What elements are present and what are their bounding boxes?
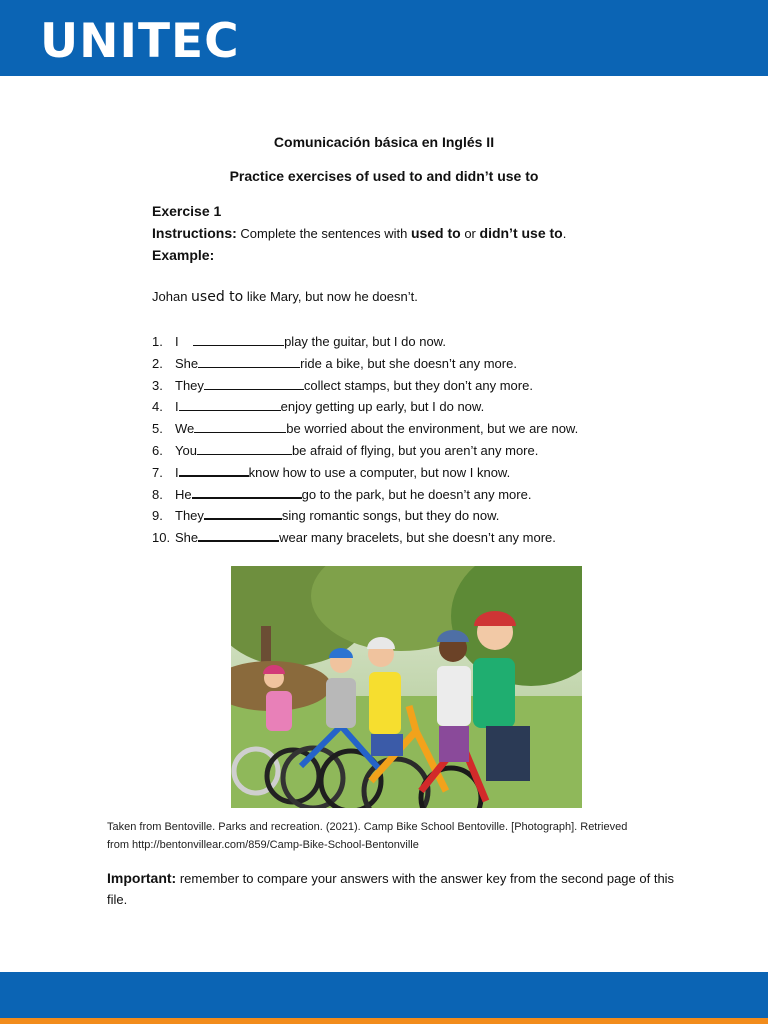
- item-number: 5.: [152, 421, 163, 437]
- item-subject: I: [175, 464, 179, 480]
- example-label: Example:: [152, 247, 215, 263]
- item-number: 1.: [152, 334, 163, 349]
- item-subject: I: [175, 334, 179, 349]
- item-number: 10.: [152, 530, 171, 546]
- answer-blank[interactable]: [197, 442, 292, 455]
- list-item: [152, 333, 578, 355]
- item-text: wear many bracelets, but she doesn’t any more.: [279, 530, 556, 546]
- item-text: ride a bike, but she doesn’t any more.: [300, 355, 517, 371]
- item-subject: She: [175, 355, 199, 371]
- kids-bikes-photo: [231, 566, 582, 808]
- answer-blank[interactable]: [204, 507, 282, 520]
- instructions: [152, 224, 566, 243]
- instructions-bold: used to: [410, 225, 461, 241]
- caption-line: from http://bentonvillear.com/859/Camp-Bike-School-Bentonville: [107, 839, 419, 851]
- answer-blank[interactable]: [198, 529, 279, 542]
- page-subtitle: Practice exercises of used to and didn’t use to: [229, 168, 539, 184]
- item-number: 6.: [152, 442, 163, 458]
- item-text: enjoy getting up early, but I do now.: [280, 399, 485, 415]
- example-sentence: [152, 289, 418, 305]
- item-number: 7.: [152, 464, 163, 480]
- item-text: know how to use a computer, but now I know.: [248, 464, 511, 480]
- list-item: [152, 442, 578, 464]
- example-text: like Mary, but now he doesn’t.: [243, 289, 418, 304]
- list-item: [152, 377, 578, 399]
- item-text: be worried about the environment, but we are now.: [286, 421, 579, 437]
- answer-blank[interactable]: [198, 355, 300, 368]
- list-item: [152, 486, 578, 508]
- exercise-list: [152, 333, 578, 551]
- answer-blank[interactable]: [192, 486, 302, 499]
- answer-blank[interactable]: [194, 420, 286, 433]
- list-item: [152, 529, 578, 551]
- item-text: sing romantic songs, but they do now.: [281, 508, 500, 524]
- course-title: Comunicación básica en Inglés II: [273, 134, 495, 150]
- item-text: be afraid of flying, but you aren’t any more.: [291, 442, 539, 458]
- item-number: 2.: [152, 355, 163, 371]
- item-subject: She: [175, 530, 199, 546]
- item-text: collect stamps, but they don’t any more.: [303, 377, 533, 393]
- example-answer: used to: [191, 289, 244, 305]
- item-subject: You: [175, 442, 197, 458]
- item-text: play the guitar, but I do now.: [284, 334, 446, 349]
- instructions-bold: didn’t use to: [479, 225, 563, 241]
- list-item: [152, 464, 578, 486]
- caption-line: Taken from Bentoville. Parks and recreation. (2021). Camp Bike School Bentoville. [Photograph]. Retrieved: [107, 821, 628, 833]
- item-subject: They: [175, 377, 204, 393]
- instructions-text: .: [562, 226, 567, 241]
- instructions-text: Complete the sentences with: [236, 226, 411, 241]
- list-item: [152, 420, 578, 442]
- list-item: [152, 355, 578, 377]
- important-text: remember to compare your answers with the answer key from the second page of this file.: [107, 871, 675, 907]
- instructions-label: Instructions:: [152, 225, 237, 241]
- item-number: 9.: [152, 508, 163, 524]
- item-text: go to the park, but he doesn’t any more.: [301, 486, 532, 502]
- important-note: [107, 868, 687, 910]
- item-subject: We: [175, 421, 195, 437]
- answer-blank[interactable]: [204, 377, 304, 390]
- item-subject: They: [175, 508, 204, 524]
- item-subject: He: [175, 486, 192, 502]
- unitec-logo: UNITEC: [40, 14, 240, 69]
- answer-blank[interactable]: [179, 464, 249, 477]
- answer-blank[interactable]: [179, 398, 281, 411]
- answer-blank[interactable]: [193, 333, 284, 346]
- item-number: 4.: [152, 399, 163, 415]
- example-text: Johan: [152, 289, 192, 304]
- photo-illustration: [231, 566, 582, 808]
- header-bar: [0, 0, 768, 76]
- footer-accent-stripe: [0, 1018, 768, 1024]
- list-item: [152, 507, 578, 529]
- important-label: Important:: [107, 870, 177, 886]
- footer-bar: [0, 972, 768, 1018]
- item-number: 3.: [152, 377, 163, 393]
- instructions-text: or: [460, 226, 480, 241]
- exercise-title: Exercise 1: [152, 203, 222, 219]
- list-item: [152, 398, 578, 420]
- item-number: 8.: [152, 486, 163, 502]
- item-subject: I: [175, 399, 179, 415]
- photo-caption: [107, 818, 667, 854]
